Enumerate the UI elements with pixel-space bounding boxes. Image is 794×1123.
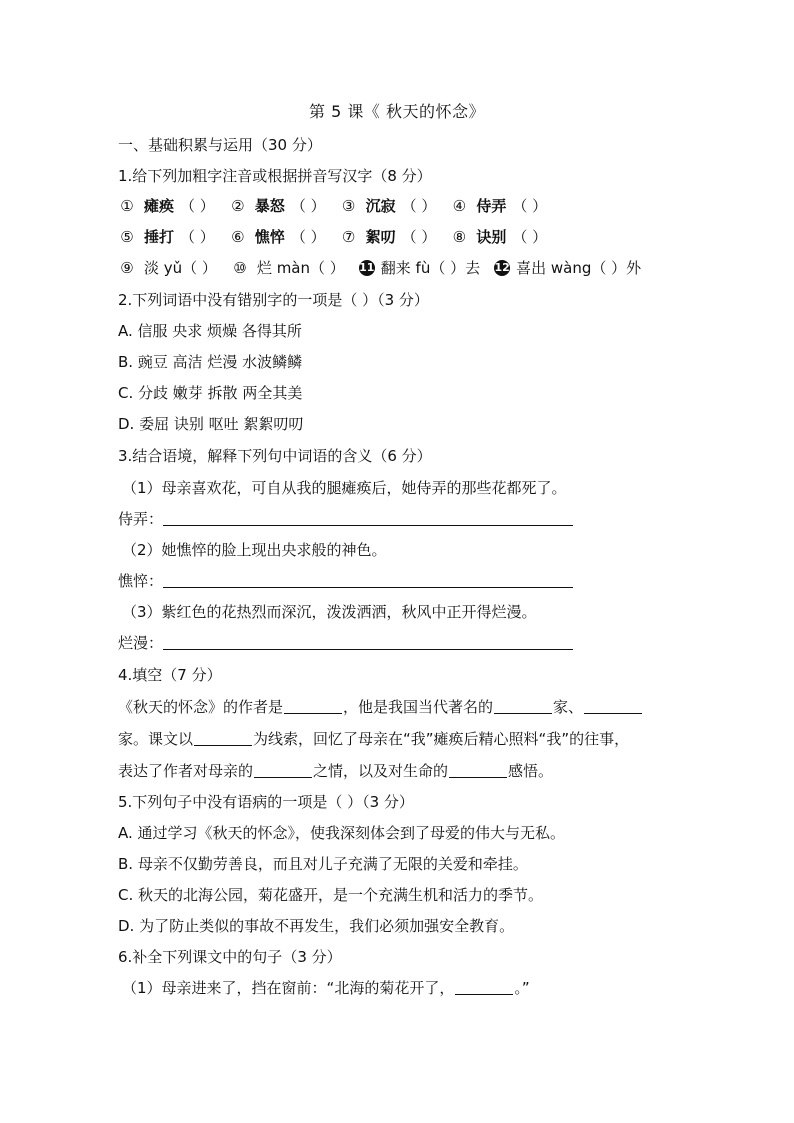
fill-blank[interactable] bbox=[494, 697, 552, 714]
question-2-stem: 2.下列词语中没有错别字的一项是（ ）（3 分） bbox=[118, 291, 429, 309]
q6-line-1: （1）母亲进来了，挡在窗前：“北海的菊花开了， 。” bbox=[122, 979, 530, 997]
question-1-stem: 1.给下列加粗字注音或根据拼音写汉字（8 分） bbox=[118, 167, 432, 185]
q1-item: ⑧ 诀别 （ ） bbox=[452, 228, 548, 246]
option-a: A. 信服 央求 烦燥 各得其所 bbox=[118, 322, 302, 340]
q1-item: ④ 侍弄 （ ） bbox=[452, 197, 548, 215]
answer-label: 侍弄： bbox=[118, 510, 164, 528]
option-c: C. 分歧 嫩芽 拆散 两全其美 bbox=[118, 384, 303, 402]
option-d: D. 委屈 诀别 呕吐 絮絮叨叨 bbox=[118, 415, 304, 433]
q3-sentence-1: （1）母亲喜欢花，可自从我的腿瘫痪后，她侍弄的那些花都死了。 bbox=[122, 479, 567, 497]
q1-item: ② 暴怒 （ ） bbox=[231, 197, 326, 215]
option-c: C. 秋天的北海公园，菊花盛开，是一个充满生机和活力的季节。 bbox=[118, 886, 544, 904]
answer-line[interactable] bbox=[163, 571, 573, 588]
fill-blank[interactable] bbox=[284, 697, 342, 714]
question-6-stem: 6.补全下列课文中的句子（3 分） bbox=[118, 948, 342, 966]
option-d: D. 为了防止类似的事故不再发生，我们必须加强安全教育。 bbox=[118, 917, 515, 935]
option-b: B. 母亲不仅勤劳善良，而且对儿子充满了无限的关爱和牵挂。 bbox=[118, 855, 528, 873]
q1-item: ⑩ 烂 màn（ ） bbox=[233, 259, 345, 277]
q1-item: 12 喜出 wàng（ ）外 bbox=[494, 259, 642, 277]
option-b: B. 豌豆 高洁 烂漫 水波鳞鳞 bbox=[118, 353, 303, 371]
q1-item: 11 翻来 fù（ ）去 bbox=[359, 259, 481, 277]
q4-line-1: 《秋天的怀念》的作者是 ，他是我国当代著名的 家、 bbox=[118, 696, 643, 718]
fill-blank[interactable] bbox=[455, 978, 513, 995]
answer-label: 憔悴： bbox=[118, 572, 164, 590]
question-4-stem: 4.填空（7 分） bbox=[118, 666, 222, 684]
q4-line-3: 表达了作者对母亲的 之情，以及对生命的 感悟。 bbox=[118, 762, 554, 780]
q1-item: ⑤ 捶打 （ ） bbox=[120, 228, 215, 246]
q3-answer-row-3 bbox=[118, 632, 573, 654]
circled-number-icon: 11 bbox=[359, 261, 375, 274]
q3-answer-row-2 bbox=[118, 570, 573, 592]
q3-answer-row-1 bbox=[118, 508, 573, 530]
q1-item: ③ 沉寂 （ ） bbox=[341, 197, 437, 215]
fill-blank[interactable] bbox=[254, 761, 312, 778]
q1-item: ⑥ 憔悴 （ ） bbox=[231, 228, 326, 246]
answer-line[interactable] bbox=[163, 509, 573, 526]
circled-number-icon: 12 bbox=[494, 261, 510, 274]
section-heading: 一、基础积累与运用（30 分） bbox=[118, 136, 322, 154]
q1-item: ① 瘫痪 （ ） bbox=[120, 197, 215, 215]
answer-line[interactable] bbox=[163, 633, 573, 650]
option-a: A. 通过学习《秋天的怀念》，使我深刻体会到了母爱的伟大与无私。 bbox=[118, 824, 566, 842]
fill-blank[interactable] bbox=[584, 697, 642, 714]
question-3-stem: 3.结合语境，解释下列句中词语的含义（6 分） bbox=[118, 447, 432, 465]
page-title: 第 5 课《 秋天的怀念》 bbox=[309, 102, 485, 121]
question-1-row-1 bbox=[118, 195, 561, 217]
fill-blank[interactable] bbox=[194, 729, 252, 746]
q4-line-2: 家。课文以 为线索，回忆了母亲在“我”瘫痪后精心照料“我”的往事， bbox=[118, 730, 630, 748]
fill-blank[interactable] bbox=[449, 761, 507, 778]
answer-label: 烂漫： bbox=[118, 634, 164, 652]
q1-item: ⑦ 絮叨 （ ） bbox=[341, 228, 437, 246]
question-1-row-2 bbox=[118, 226, 561, 248]
question-1-row-3 bbox=[118, 257, 655, 279]
q1-item: ⑨ 淡 yǔ（ ） bbox=[120, 259, 217, 277]
question-5-stem: 5.下列句子中没有语病的一项是（ ）（3 分） bbox=[118, 793, 414, 811]
q3-sentence-3: （3）紫红色的花热烈而深沉，泼泼洒洒，秋风中正开得烂漫。 bbox=[122, 603, 537, 621]
q3-sentence-2: （2）她憔悴的脸上现出央求般的神色。 bbox=[122, 541, 387, 559]
